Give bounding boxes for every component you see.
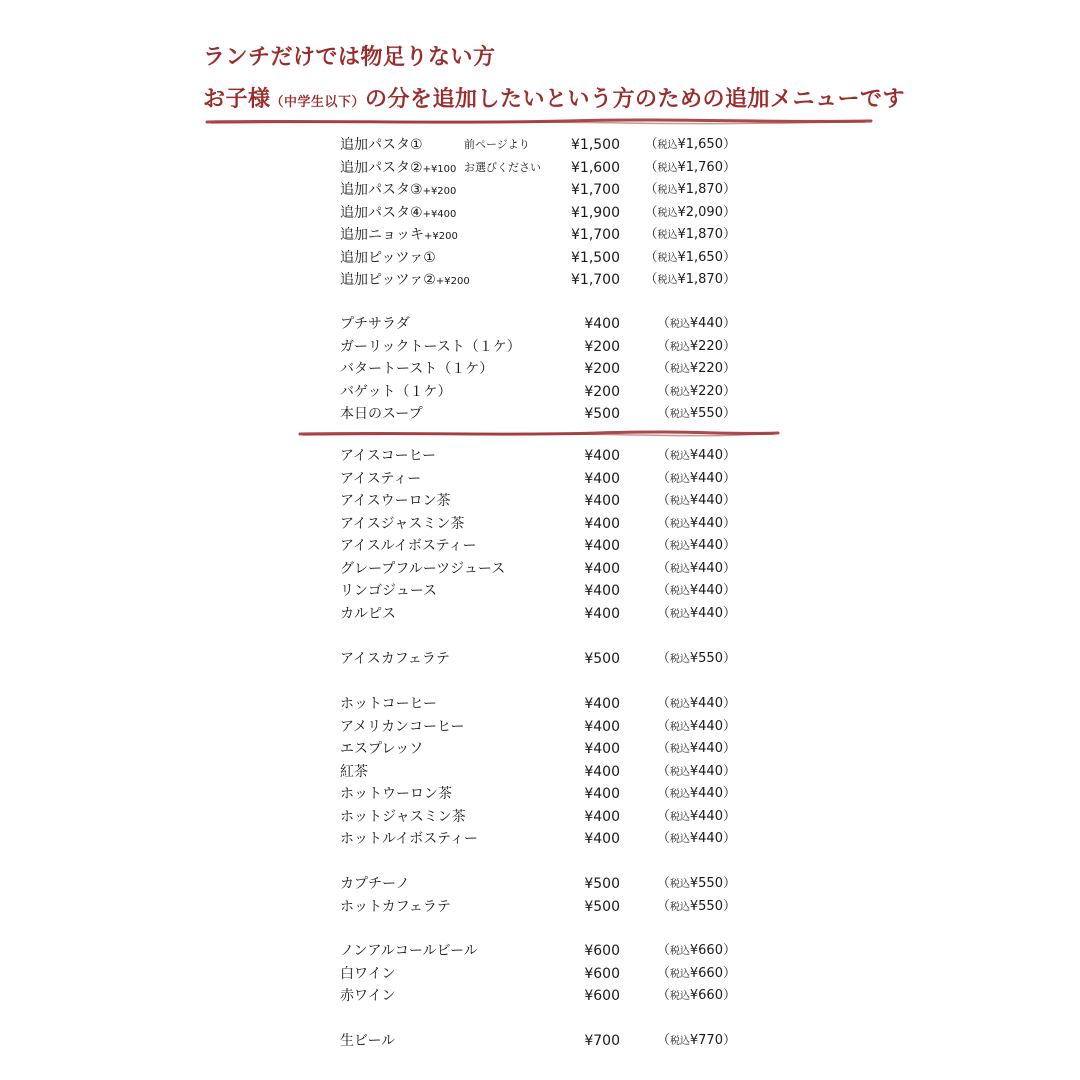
item-name-text: バタートースト（１ケ）: [340, 361, 494, 377]
menu-item: [340, 1030, 760, 1052]
menu-item: [340, 806, 760, 828]
subtitle-part-b: の分を追加したいという方のための追加メニューです: [365, 87, 906, 112]
tax-price-value: ¥1,870: [677, 272, 723, 287]
item-price: ¥400: [584, 831, 620, 847]
tax-price-value: ¥550: [689, 651, 723, 666]
item-price: ¥1,500: [571, 249, 620, 266]
menu-item: [340, 134, 760, 156]
item-name-text: 白ワイン: [340, 965, 396, 982]
menu-item: [340, 157, 760, 179]
item-name-text: ホットカフェラテ: [340, 898, 451, 915]
tax-label: 税込: [669, 563, 690, 575]
item-price: ¥400: [584, 763, 620, 780]
tax-price-value: ¥660: [689, 965, 723, 981]
item-name-text: ホットコーヒー: [340, 696, 437, 712]
item-name: [340, 558, 505, 580]
tax-price-value: ¥550: [689, 406, 723, 421]
item-name-text: グレープフルーツジュース: [340, 560, 506, 577]
item-price: ¥200: [584, 338, 620, 355]
menu-item: [340, 580, 760, 602]
tax-price-value: ¥440: [689, 470, 723, 486]
menu-item: [340, 535, 760, 557]
item-tax-price: （税込¥440）: [656, 316, 736, 331]
subtitle-age-note: （中学生以下）: [270, 95, 366, 110]
item-price: ¥500: [584, 898, 620, 915]
tax-price-value: ¥660: [689, 943, 723, 958]
tax-price-value: ¥220: [689, 383, 723, 399]
menu-item: [340, 313, 760, 335]
tax-price-value: ¥660: [689, 988, 723, 1003]
tax-price-value: ¥220: [689, 361, 723, 376]
item-name: [340, 269, 470, 293]
tax-price-value: ¥440: [689, 538, 723, 553]
menu-item: [340, 358, 760, 380]
item-name: [340, 336, 521, 358]
tax-price-value: ¥440: [689, 560, 723, 576]
item-name: [340, 603, 396, 625]
item-price: ¥200: [584, 361, 620, 377]
menu-item: [340, 468, 760, 490]
tax-label: 税込: [657, 185, 678, 196]
tax-price-value: ¥440: [689, 763, 723, 779]
item-tax-price: （税込¥440）: [656, 448, 736, 463]
tax-label: 税込: [669, 541, 690, 552]
item-price: ¥500: [584, 876, 620, 892]
tax-price-value: ¥1,760: [677, 159, 723, 175]
item-price: ¥1,700: [571, 227, 620, 243]
tax-label: 税込: [657, 162, 678, 174]
tax-label: 税込: [669, 901, 690, 913]
menu-item: [340, 269, 760, 291]
item-name: [340, 134, 423, 156]
item-name-text: 追加ニョッキ: [340, 227, 424, 243]
menu-item: [340, 490, 760, 512]
tax-label: 税込: [669, 834, 690, 845]
item-name: [340, 157, 456, 181]
item-name: [340, 403, 423, 425]
tax-price-value: ¥440: [689, 515, 723, 531]
item-name-text: アイスジャスミン茶: [340, 515, 465, 532]
tax-label: 税込: [669, 319, 690, 330]
menu-item: [340, 783, 760, 805]
item-name-text: アイスカフェラテ: [340, 651, 450, 667]
item-name-text: リンゴジュース: [340, 583, 438, 599]
item-name-text: ノンアルコールビール: [340, 943, 478, 959]
tax-price-value: ¥550: [689, 898, 723, 914]
tax-label: 税込: [657, 275, 678, 286]
item-tax-price: （税込¥440）: [656, 786, 736, 801]
item-name-text: 紅茶: [340, 763, 368, 780]
menu-item: [340, 648, 760, 670]
item-price: ¥500: [584, 651, 620, 667]
item-tax-price: （税込¥550）: [656, 876, 736, 891]
menu-item: [340, 716, 760, 738]
item-name: [340, 247, 436, 269]
tax-price-value: ¥440: [689, 741, 723, 756]
item-tax-price: （税込¥440）: [656, 741, 736, 756]
tax-price-value: ¥440: [689, 493, 723, 508]
tax-label: 税込: [669, 518, 690, 530]
item-name-text: プチサラダ: [340, 316, 410, 332]
item-price: ¥400: [584, 605, 620, 622]
item-name: [340, 490, 451, 512]
tax-price-value: ¥440: [689, 808, 723, 824]
subtitle-part-a: お子様: [203, 87, 271, 112]
item-tax-price: （税込¥550）: [656, 651, 736, 666]
item-name-text: 追加パスタ②: [340, 159, 423, 176]
item-price: ¥400: [584, 515, 620, 532]
item-name: [340, 828, 478, 850]
item-addon-price: +¥200: [422, 186, 457, 197]
menu-item: [340, 963, 760, 985]
tax-price-value: ¥1,870: [677, 182, 723, 197]
item-name: [340, 1030, 395, 1052]
item-price: ¥400: [584, 316, 620, 332]
item-tax-price: （税込¥2,090）: [644, 204, 736, 220]
tax-price-value: ¥440: [689, 696, 723, 711]
tax-price-value: ¥440: [689, 448, 723, 463]
tax-label: 税込: [657, 140, 678, 151]
menu-item: [340, 693, 760, 715]
tax-label: 税込: [669, 364, 690, 375]
item-name: [340, 940, 478, 962]
tax-price-value: ¥440: [689, 786, 723, 801]
tax-price-value: ¥440: [689, 316, 723, 331]
menu-item: [340, 202, 760, 224]
item-name-text: 生ビール: [340, 1033, 396, 1049]
tax-price-value: ¥550: [689, 876, 723, 891]
item-tax-price: （税込¥440）: [656, 831, 736, 846]
tax-label: 税込: [669, 473, 690, 485]
item-tax-price: （税込¥440）: [656, 696, 736, 711]
menu-item: [340, 603, 760, 625]
item-name: [340, 716, 464, 738]
tax-label: 税込: [669, 586, 690, 597]
item-tax-price: （税込¥440）: [656, 718, 736, 734]
item-name: [340, 896, 451, 918]
item-price: ¥1,600: [571, 159, 620, 176]
item-tax-price: （税込¥550）: [656, 406, 736, 421]
tax-label: 税込: [657, 207, 678, 219]
item-tax-price: （税込¥440）: [656, 560, 736, 576]
item-tax-price: （税込¥660）: [656, 965, 736, 981]
item-name-text: アメリカンコーヒー: [340, 718, 465, 735]
item-tax-price: （税込¥660）: [656, 988, 736, 1003]
item-price: ¥400: [584, 786, 620, 802]
section-divider: [298, 429, 782, 439]
item-name: [340, 224, 458, 248]
item-name-text: アイスティー: [340, 470, 422, 487]
item-price: ¥400: [584, 493, 620, 509]
item-name: [340, 761, 368, 783]
tax-price-value: ¥440: [689, 718, 723, 734]
item-price: ¥400: [584, 808, 620, 825]
item-tax-price: （税込¥1,870）: [644, 272, 736, 287]
tax-price-value: ¥440: [689, 605, 723, 621]
item-price: ¥200: [584, 383, 620, 400]
item-name-text: 追加パスタ④: [340, 204, 423, 221]
item-name: [340, 313, 410, 335]
item-name-text: アイスルイボスティー: [340, 538, 477, 554]
tax-label: 税込: [669, 968, 690, 980]
tax-label: 税込: [669, 1036, 690, 1047]
menu-item: [340, 179, 760, 201]
item-name-text: カプチーノ: [340, 876, 410, 892]
item-addon-price: +¥200: [424, 231, 458, 242]
item-price: ¥1,900: [571, 204, 620, 221]
item-addon-price: +¥200: [435, 276, 470, 287]
tax-label: 税込: [669, 879, 690, 890]
item-name: [340, 985, 396, 1007]
menu-item: [340, 761, 760, 783]
menu-item: [340, 738, 760, 760]
item-tax-price: （税込¥440）: [656, 605, 736, 621]
item-price: ¥400: [584, 583, 620, 599]
item-name-text: バゲット（１ケ）: [340, 383, 452, 400]
item-name: [340, 806, 466, 828]
tax-label: 税込: [657, 230, 678, 241]
item-name: [340, 873, 410, 895]
item-name: [340, 358, 493, 380]
tax-label: 税込: [669, 451, 690, 462]
item-name: [340, 535, 477, 557]
menu-item: [340, 336, 760, 358]
tax-price-value: ¥2,090: [677, 204, 723, 220]
item-name-text: アイスコーヒー: [340, 448, 437, 464]
menu-item: [340, 513, 760, 535]
item-name: [340, 738, 423, 760]
tax-label: 税込: [669, 811, 690, 823]
tax-price-value: ¥1,870: [677, 227, 723, 242]
item-name-text: ホットジャスミン茶: [340, 808, 466, 825]
tax-label: 税込: [669, 789, 690, 800]
tax-label: 税込: [669, 608, 690, 620]
tax-price-value: ¥770: [689, 1033, 723, 1048]
item-tax-price: （税込¥770）: [656, 1033, 736, 1048]
item-price: ¥500: [584, 406, 620, 422]
item-price: ¥400: [584, 560, 620, 577]
tax-label: 税込: [669, 386, 690, 398]
item-name: [340, 693, 437, 715]
item-tax-price: （税込¥440）: [656, 583, 736, 598]
item-price: ¥400: [584, 696, 620, 712]
tax-label: 税込: [669, 721, 690, 733]
item-price: ¥600: [584, 965, 620, 982]
item-name-text: 追加パスタ①: [340, 137, 423, 153]
tax-price-value: ¥1,650: [677, 249, 723, 265]
item-tax-price: （税込¥440）: [656, 763, 736, 779]
item-tax-price: （税込¥1,760）: [644, 159, 736, 175]
item-tax-price: （税込¥1,870）: [644, 227, 736, 242]
item-name: [340, 202, 456, 226]
page-title: ランチだけでは物足りない方: [203, 45, 496, 70]
menu-item: [340, 828, 760, 850]
item-name-text: 追加ピッツァ②: [340, 272, 436, 288]
item-price: ¥1,500: [571, 137, 620, 153]
item-price: ¥700: [584, 1033, 620, 1049]
item-price: ¥1,700: [571, 182, 620, 198]
item-note: お選びください: [464, 160, 541, 174]
menu-item: [340, 445, 760, 467]
menu-item: [340, 558, 760, 580]
item-tax-price: （税込¥440）: [656, 515, 736, 531]
item-name: [340, 963, 396, 985]
item-name-text: 赤ワイン: [340, 988, 396, 1004]
item-price: ¥400: [584, 448, 620, 464]
item-name-text: エスプレッソ: [340, 741, 424, 757]
item-tax-price: （税込¥440）: [656, 538, 736, 553]
tax-price-value: ¥440: [689, 831, 723, 846]
item-price: ¥600: [584, 943, 620, 959]
item-price: ¥400: [584, 538, 620, 554]
tax-label: 税込: [669, 409, 690, 420]
item-name: [340, 381, 451, 403]
menu-item: [340, 224, 760, 246]
item-name-text: カルピス: [340, 605, 396, 622]
item-name-text: 追加ピッツァ①: [340, 249, 436, 266]
page-subtitle: [203, 82, 905, 113]
item-tax-price: （税込¥440）: [656, 470, 736, 486]
menu-item: [340, 873, 760, 895]
item-tax-price: （税込¥550）: [656, 898, 736, 914]
item-note: 前ページより: [464, 138, 530, 151]
item-name-text: 本日のスープ: [340, 406, 423, 422]
item-name: [340, 179, 456, 203]
menu-item: [340, 985, 760, 1007]
menu-item: [340, 403, 760, 425]
item-name-text: ホットウーロン茶: [340, 786, 452, 802]
item-tax-price: （税込¥440）: [656, 493, 736, 508]
tax-label: 税込: [669, 654, 690, 665]
menu-item: [340, 381, 760, 403]
item-price: ¥400: [584, 741, 620, 757]
tax-price-value: ¥1,650: [677, 137, 723, 152]
menu-item: [340, 247, 760, 269]
item-name-text: ガーリックトースト（１ケ）: [340, 338, 521, 355]
item-price: ¥600: [584, 988, 620, 1004]
tax-label: 税込: [669, 991, 690, 1002]
item-name-text: 追加パスタ③: [340, 182, 423, 198]
tax-label: 税込: [669, 766, 690, 778]
header-divider: [205, 117, 875, 127]
item-tax-price: （税込¥1,870）: [644, 182, 736, 197]
tax-price-value: ¥220: [689, 338, 723, 354]
item-tax-price: （税込¥220）: [656, 383, 736, 399]
item-name: [340, 783, 452, 805]
item-tax-price: （税込¥220）: [656, 338, 736, 354]
tax-label: 税込: [669, 946, 690, 957]
tax-label: 税込: [657, 252, 678, 264]
tax-label: 税込: [669, 699, 690, 710]
item-tax-price: （税込¥660）: [656, 943, 736, 958]
menu-item: [340, 940, 760, 962]
item-addon-price: +¥400: [422, 208, 457, 220]
item-name: [340, 648, 450, 670]
item-price: ¥1,700: [571, 272, 620, 288]
item-price: ¥400: [584, 718, 620, 735]
item-price: ¥400: [584, 470, 620, 487]
tax-price-value: ¥440: [689, 583, 723, 598]
item-tax-price: （税込¥440）: [656, 808, 736, 824]
item-name-text: アイスウーロン茶: [340, 493, 451, 509]
item-name: [340, 580, 437, 602]
item-tax-price: （税込¥1,650）: [644, 137, 736, 152]
item-name: [340, 513, 464, 535]
item-addon-price: +¥100: [422, 163, 457, 175]
item-name: [340, 468, 421, 490]
tax-label: 税込: [669, 341, 690, 353]
item-name-text: ホットルイボスティー: [340, 831, 478, 847]
item-name: [340, 445, 436, 467]
tax-label: 税込: [669, 744, 690, 755]
item-tax-price: （税込¥220）: [656, 361, 736, 376]
menu-item: [340, 896, 760, 918]
tax-label: 税込: [669, 496, 690, 507]
item-tax-price: （税込¥1,650）: [644, 249, 736, 265]
